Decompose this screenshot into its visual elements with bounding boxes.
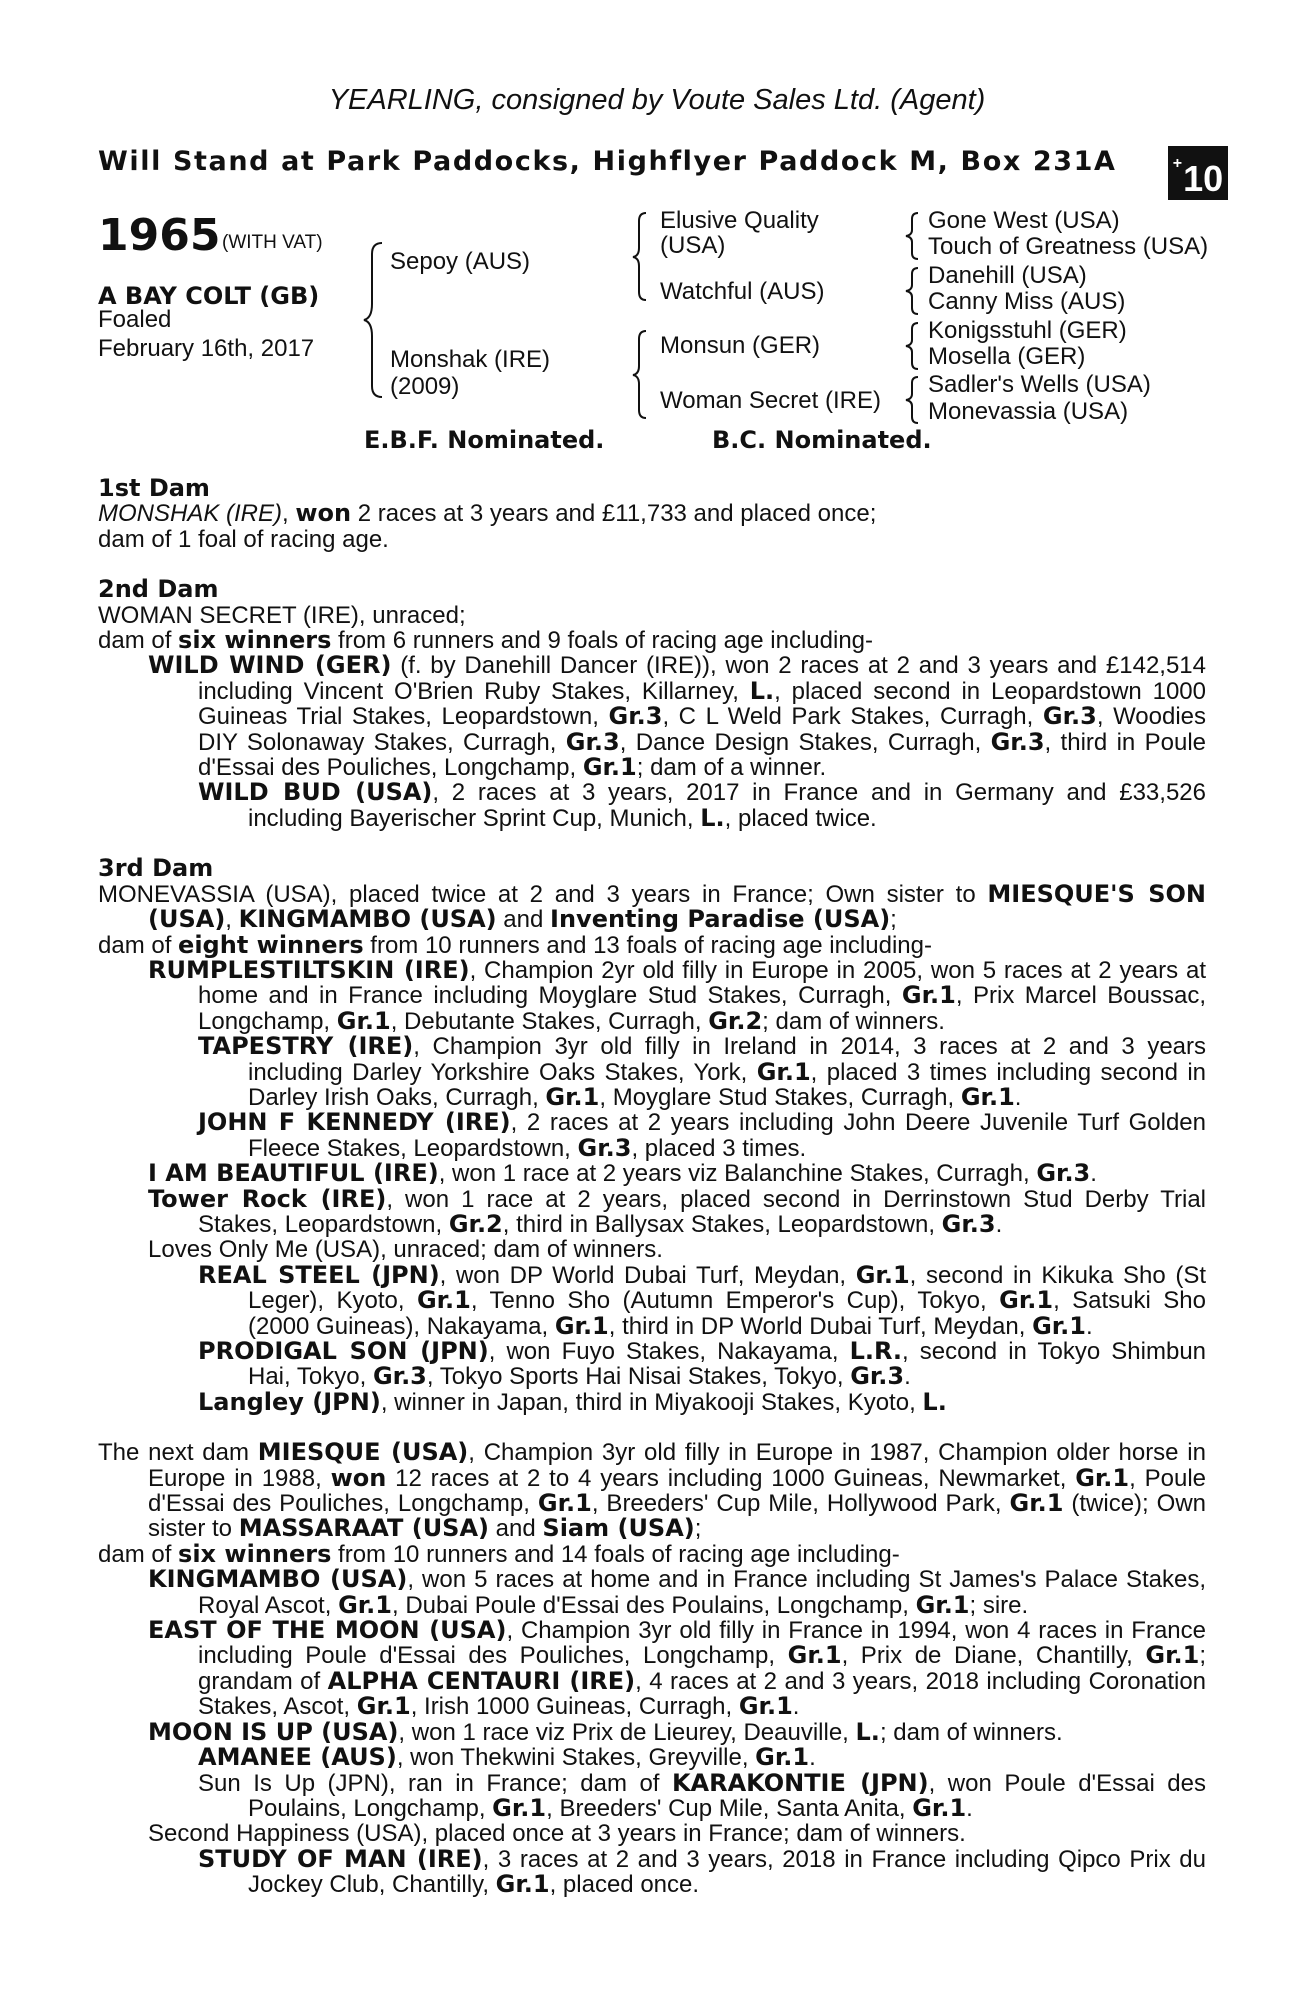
second-dam-line1: WOMAN SECRET (IRE), unraced; <box>98 601 466 629</box>
produce-study-of-man: STUDY OF MAN (IRE), 3 races at 2 and 3 years, 2018 in France including Qipco Prix du Jockey Club, Chantilly, Gr.1, placed once. <box>198 1844 1206 1899</box>
foaled-date: February 16th, 2017 <box>98 335 315 362</box>
next-dam-line1: The next dam MIESQUE (USA), Champion 3yr old filly in Europe in 1987, Champion older horse in Europe in 1988, won 12 races at 2 to 4 years including 1000 Guineas, Newmarket, Gr.1, Poule d'Essai des Pouliches, Longchamp, Gr.1, Breeders' Cup Mile, Hollywood Park, Gr.1 (twice); Own sister to MASSARAAT (USA) and Siam (USA); <box>98 1438 1207 1543</box>
ebf-nominated: E.B.F. Nominated. <box>364 426 605 454</box>
bracket-gone-west <box>902 210 924 262</box>
vat-note: (WITH VAT) <box>222 232 323 253</box>
badge-number: 10 <box>1183 158 1224 199</box>
sire-sire-line2: (USA) <box>660 232 726 259</box>
second-dam-heading: 2nd Dam <box>98 575 219 604</box>
produce-second-happiness: Second Happiness (USA), placed once at 3 years in France; dam of winners. <box>148 1820 966 1848</box>
dam-dam: Woman Secret (IRE) <box>660 387 881 414</box>
produce-east-of-the-moon: EAST OF THE MOON (USA), Champion 3yr old filly in France in 1994, won 4 races in France including Poule d'Essai des Pouliches, Longchamp, Gr.1, Prix de Diane, Chantilly, Gr.1; grandam of ALPHA CENTAURI (IRE), 4 races at 2 and 3 years, 2018 including Coronation Stakes, Ascot, Gr.1, Irish 1000 Guineas, Curragh, Gr.1. <box>148 1616 1207 1721</box>
produce-wild-bud: WILD BUD (USA), 2 races at 3 years, 2017 in France and in Germany and £33,526 including Bayerischer Sprint Cup, Munich, L., placed twice. <box>198 778 1206 832</box>
first-dam-line2: dam of 1 foal of racing age. <box>98 525 389 553</box>
gs-sadlers-wells: Sadler's Wells (USA) <box>928 371 1151 398</box>
lot-badge <box>1168 146 1228 200</box>
produce-i-am-beautiful: I AM BEAUTIFUL (IRE), won 1 race at 2 years viz Balanchine Stakes, Curragh, Gr.3. <box>148 1159 1097 1188</box>
produce-rumplestiltskin: RUMPLESTILTSKIN (IRE), Champion 2yr old filly in Europe in 2005, won 5 races at 2 years at home and in France including Moyglare Stud Stakes, Curragh, Gr.1, Prix Marcel Boussac, Longchamp, Gr.1, Debutante Stakes, Curragh, Gr.2; dam of winners. <box>148 955 1207 1035</box>
badge-plus: + <box>1172 155 1183 172</box>
dam-sire: Monsun (GER) <box>660 332 821 359</box>
gs-mosella: Mosella (GER) <box>928 343 1086 370</box>
produce-amanee: AMANEE (AUS), won Thekwini Stakes, Greyville, Gr.1. <box>198 1743 816 1772</box>
bracket-danehill <box>902 265 924 317</box>
first-dam-heading: 1st Dam <box>98 474 210 502</box>
third-dam-line2: dam of eight winners from 10 runners and 13 foals of racing age including- <box>98 930 932 959</box>
dam-line-bracket <box>630 328 652 420</box>
bracket-sadlers-wells <box>902 374 924 426</box>
produce-sun-is-up: Sun Is Up (JPN), ran in France; dam of KARAKONTIE (JPN), won Poule d'Essai des Poulains, Longchamp, Gr.1, Breeders' Cup Mile, Santa Anita, Gr.1. <box>198 1768 1207 1822</box>
third-dam-line1: MONEVASSIA (USA), placed twice at 2 and 3 years in France; Own sister to MIESQUE'S SON (USA), KINGMAMBO (USA) and Inventing Paradise (USA); <box>98 879 1206 934</box>
produce-john-f-kennedy: JOHN F KENNEDY (IRE), 2 races at 2 years including John Deere Juvenile Turf Golden Fleece Stakes, Leopardstown, Gr.3, placed 3 times. <box>198 1108 1206 1162</box>
gs-danehill: Danehill (USA) <box>928 262 1087 289</box>
produce-real-steel: REAL STEEL (JPN), won DP World Dubai Turf, Meydan, Gr.1, second in Kikuka Sho (St Leger), Kyoto, Gr.1, Tenno Sho (Autumn Emperor's Cup), Tokyo, Gr.1, Satsuki Sho (2000 Guineas), Nakayama, Gr.1, third in DP World Dubai Turf, Meydan, Gr.1. <box>198 1260 1206 1340</box>
sire: Sepoy (AUS) <box>390 248 531 275</box>
produce-langley: Langley (JPN), winner in Japan, third in Miyakooji Stakes, Kyoto, L. <box>198 1387 947 1416</box>
produce-wild-wind: WILD WIND (GER) (f. by Danehill Dancer (IRE)), won 2 races at 2 and 3 years and £142,514 including Vincent O'Brien Ruby Stakes, Killarney, L., placed second in Leopardstown 1000 Guineas Trial Stakes, Leopardstown, Gr.3, C L Weld Park Stakes, Curragh, Gr.3, Woodies DIY Solonaway Stakes, Curragh, Gr.3, Dance Design Stakes, Curragh, Gr.3, third in Poule d'Essai des Pouliches, Longchamp, Gr.1; dam of a winner. <box>148 651 1207 782</box>
produce-tower-rock: Tower Rock (IRE), won 1 race at 2 years, placed second in Derrinstown Stud Derby Trial Stakes, Leopardstown, Gr.2, third in Ballysax Stakes, Leopardstown, Gr.3. <box>148 1184 1206 1238</box>
gs-monevassia: Monevassia (USA) <box>928 398 1129 425</box>
gs-canny-miss: Canny Miss (AUS) <box>928 288 1126 315</box>
lot-description: A BAY COLT (GB) <box>98 282 320 310</box>
gs-gone-west: Gone West (USA) <box>928 207 1120 234</box>
second-dam-line2: dam of six winners from 6 runners and 9 foals of racing age including- <box>98 626 874 655</box>
dam-name: Monshak (IRE) <box>390 346 551 373</box>
produce-prodigal-son: PRODIGAL SON (JPN), won Fuyo Stakes, Nakayama, L.R., second in Tokyo Shimbun Hai, Tokyo, Gr.3, Tokyo Sports Hai Nisai Stakes, Tokyo, Gr.3. <box>198 1337 1207 1391</box>
foaled-label: Foaled <box>98 306 172 333</box>
sire-dam-bracket <box>360 240 390 400</box>
next-dam-line2: dam of six winners from 10 runners and 14 foals of racing age including- <box>98 1539 900 1568</box>
stand-location: Will Stand at Park Paddocks, Highflyer Paddock M, Box 231A <box>98 146 1117 177</box>
consignor-line: YEARLING, consigned by Voute Sales Ltd. (Agent) <box>328 84 986 116</box>
produce-record <box>98 476 1206 1898</box>
lot-number: 1965 <box>98 210 221 261</box>
bc-nominated: B.C. Nominated. <box>712 426 932 454</box>
produce-moon-is-up: MOON IS UP (USA), won 1 race viz Prix de Lieurey, Deauville, L.; dam of winners. <box>148 1717 1063 1746</box>
produce-loves-only-me: Loves Only Me (USA), unraced; dam of winners. <box>148 1236 663 1264</box>
sire-line-bracket <box>630 210 652 302</box>
dam-year: (2009) <box>390 373 460 400</box>
produce-tapestry: TAPESTRY (IRE), Champion 3yr old filly in Ireland in 2014, 3 races at 2 and 3 years including Darley Yorkshire Oaks Stakes, York, Gr.1, placed 3 times including second in Darley Irish Oaks, Curragh, Gr.1, Moyglare Stud Stakes, Curragh, Gr.1. <box>198 1032 1207 1111</box>
third-dam-heading: 3rd Dam <box>98 854 214 883</box>
produce-kingmambo: KINGMAMBO (USA), won 5 races at home and in France including St James's Palace Stakes, Royal Ascot, Gr.1, Dubai Poule d'Essai des Poulains, Longchamp, Gr.1; sire. <box>148 1565 1207 1619</box>
gs-konigsstuhl: Konigsstuhl (GER) <box>928 317 1127 344</box>
sire-sire-line1: Elusive Quality <box>660 207 819 234</box>
gs-touch-of-greatness: Touch of Greatness (USA) <box>928 233 1209 260</box>
bracket-konigsstuhl <box>902 320 924 372</box>
first-dam-line1: MONSHAK (IRE), won 2 races at 3 years and £11,733 and placed once; <box>98 499 877 528</box>
sire-dam: Watchful (AUS) <box>660 278 825 305</box>
